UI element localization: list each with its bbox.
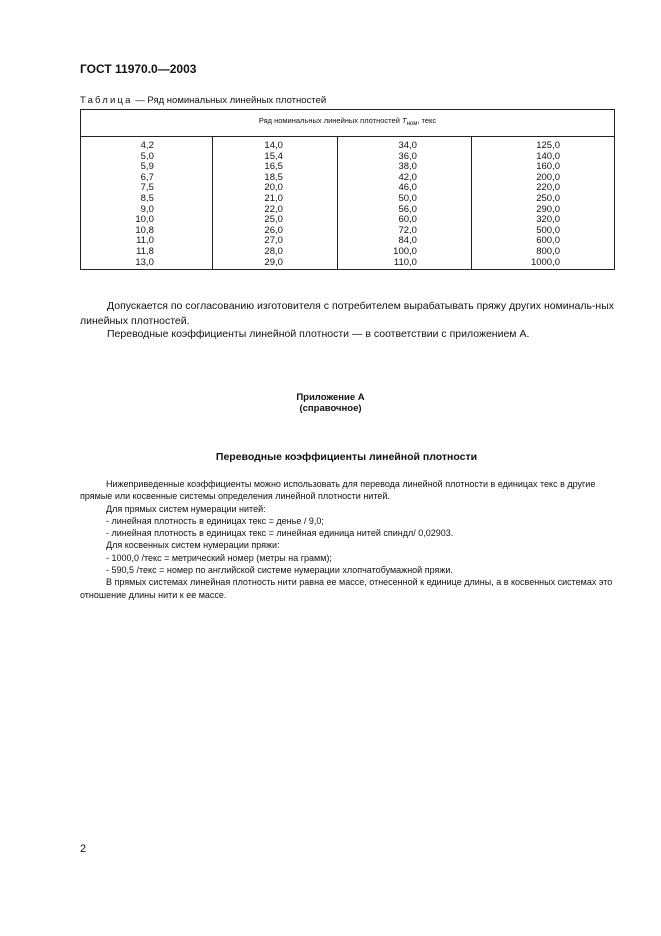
- indirect-systems-heading: Для косвенных систем нумерации пряжи:: [106, 540, 280, 551]
- table-cell: 125,0: [471, 137, 614, 152]
- table-header-subscript: ном: [406, 121, 418, 128]
- table-cell: 10,0: [81, 215, 213, 226]
- table-cell: 50,0: [337, 194, 471, 205]
- table-cell: 72,0: [337, 226, 471, 237]
- table-cell: 5,9: [81, 162, 213, 173]
- table-cell: 28,0: [212, 247, 337, 258]
- table-row: [81, 215, 615, 226]
- table-row: [81, 226, 615, 237]
- indirect-item-english: - 590,5 /текс = номер по английской системе нумерации хлопчатобумажной пряжи.: [106, 565, 453, 576]
- direct-item-spindle: - линейная плотность в единицах текс = линейная единица нитей спиндл/ 0,02903.: [106, 528, 454, 539]
- direct-item-denier: - линейная плотность в единицах текс = денье / 9,0;: [106, 515, 324, 526]
- table-cell: 600,0: [471, 236, 614, 247]
- table-row: [81, 194, 615, 205]
- table-row: [81, 173, 615, 184]
- table-cell: 14,0: [212, 137, 337, 152]
- table-cell: 290,0: [471, 205, 614, 216]
- table-header-main: Ряд номинальных линейных плотностей: [258, 116, 400, 126]
- table-cell: 9,0: [81, 205, 213, 216]
- nominal-density-table: [80, 109, 615, 270]
- table-cell: 27,0: [212, 236, 337, 247]
- table-cell: 4,2: [81, 137, 213, 152]
- table-header-symbol: T: [401, 116, 407, 126]
- table-caption: [80, 95, 326, 106]
- table-cell: 100,0: [337, 247, 471, 258]
- table-cell: 500,0: [471, 226, 614, 237]
- table-cell: 38,0: [337, 162, 471, 173]
- table-row: [81, 205, 615, 216]
- appendix-body: [80, 478, 615, 601]
- paragraph-coefficients-ref: Переводные коэффициенты линейной плотности — в соответствии с приложением А.: [107, 328, 530, 340]
- direct-systems-heading: Для прямых систем нумерации нитей:: [106, 503, 266, 514]
- table-cell: 84,0: [337, 236, 471, 247]
- table-cell: 46,0: [337, 183, 471, 194]
- table-row: [81, 247, 615, 258]
- table-cell: 56,0: [337, 205, 471, 216]
- table-cell: 800,0: [471, 247, 614, 258]
- appendix-label: Приложение А: [296, 392, 365, 403]
- table-cell: 60,0: [337, 215, 471, 226]
- table-cell: 36,0: [337, 152, 471, 163]
- table-cell: 220,0: [471, 183, 614, 194]
- appendix-type: (справочное): [299, 403, 362, 414]
- table-cell: 25,0: [212, 215, 337, 226]
- table-row: [81, 152, 615, 163]
- table-header-unit: , текс: [417, 116, 437, 126]
- table-row: [81, 162, 615, 173]
- table-cell: 21,0: [212, 194, 337, 205]
- table-caption-text: — Ряд номинальных линейных плотностей: [135, 95, 327, 106]
- table-caption-label: Таблица: [80, 95, 133, 106]
- table-cell: 110,0: [337, 258, 471, 270]
- table-cell: 42,0: [337, 173, 471, 184]
- table-cell: 140,0: [471, 152, 614, 163]
- table-cell: 5,0: [81, 152, 213, 163]
- table-cell: 8,5: [81, 194, 213, 205]
- table-cell: 7,5: [81, 183, 213, 194]
- table-column-header: [81, 110, 615, 137]
- table-cell: 160,0: [471, 162, 614, 173]
- table-cell: 15,4: [212, 152, 337, 163]
- table-row: [81, 137, 615, 152]
- appendix-closing: В прямых системах линейная плотность нити равна ее массе, отнесенной к единице длины, а в косвенных системах это отношение длины нити к ее массе.: [80, 577, 613, 600]
- appendix-intro: Нижеприведенные коэффициенты можно использовать для перевода линейной плотности в единицах текс в другие прямые или косвенные системы определения линейной плотности нитей.: [80, 479, 596, 502]
- indirect-item-metric: - 1000,0 /текс = метрический номер (метры на грамм);: [106, 552, 332, 563]
- table-row: [81, 183, 615, 194]
- table-cell: 1000,0: [471, 258, 614, 270]
- table-cell: 200,0: [471, 173, 614, 184]
- table-cell: 11,8: [81, 247, 213, 258]
- table-cell: 29,0: [212, 258, 337, 270]
- table-row: [81, 258, 615, 270]
- table-cell: 11,0: [81, 236, 213, 247]
- table-cell: 18,5: [212, 173, 337, 184]
- table-cell: 26,0: [212, 226, 337, 237]
- appendix-title: Переводные коэффициенты линейной плотности: [215, 451, 478, 463]
- table-cell: 22,0: [212, 205, 337, 216]
- table-body: [81, 137, 615, 270]
- table-cell: 13,0: [81, 258, 213, 270]
- table-cell: 320,0: [471, 215, 614, 226]
- table-cell: 6,7: [81, 173, 213, 184]
- table-cell: 16,5: [212, 162, 337, 173]
- page-number: 2: [80, 843, 87, 855]
- table-cell: 20,0: [212, 183, 337, 194]
- table-cell: 250,0: [471, 194, 614, 205]
- table-cell: 10,8: [81, 226, 213, 237]
- document-header: ГОСТ 11970.0—2003: [80, 62, 197, 76]
- table-cell: 34,0: [337, 137, 471, 152]
- paragraph-permission: Допускается по согласованию изготовителя с потребителем вырабатывать пряжу других номиналь-ных линейных плотностей.: [80, 300, 615, 327]
- table-row: [81, 236, 615, 247]
